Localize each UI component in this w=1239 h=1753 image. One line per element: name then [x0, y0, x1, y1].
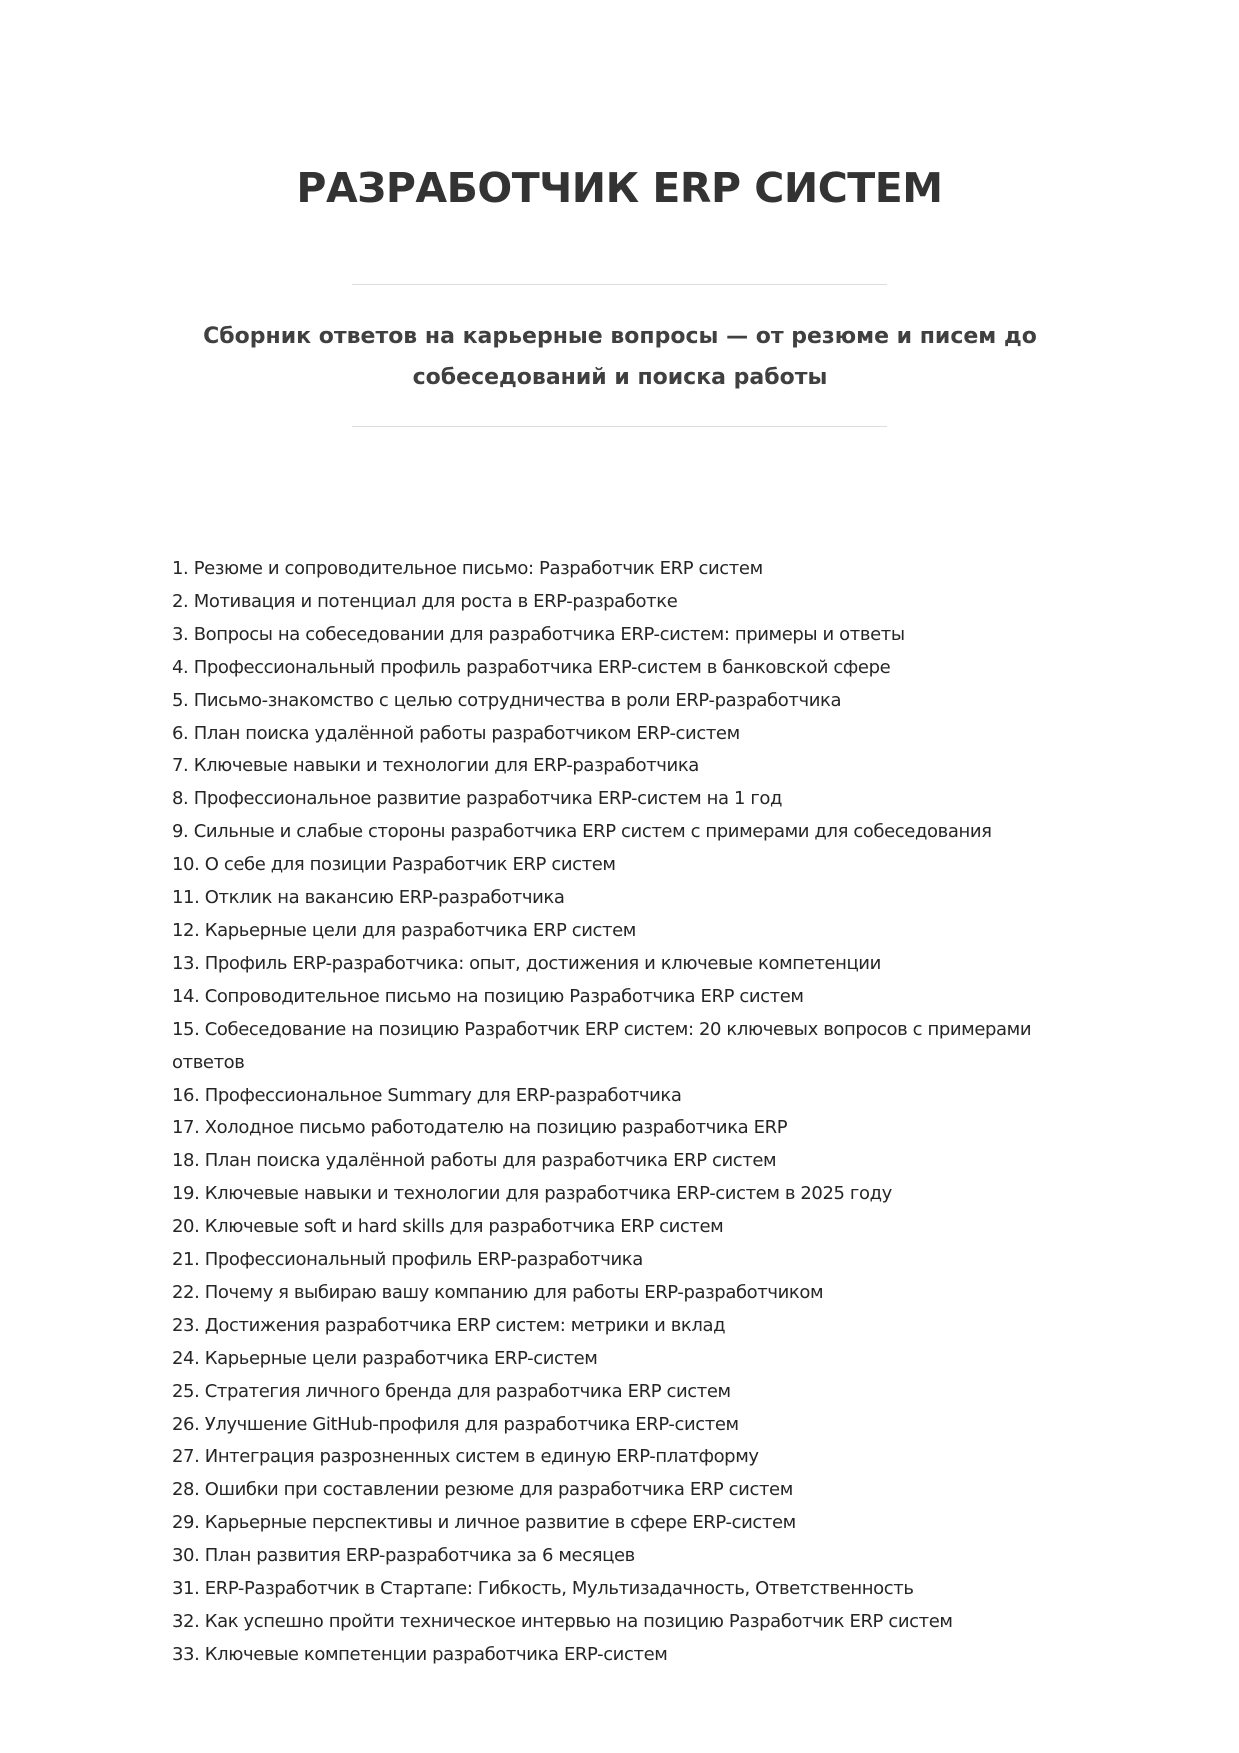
toc-item: 31. ERP-Разработчик в Стартапе: Гибкость, Мультизадачность, Ответственность	[172, 1578, 914, 1600]
toc-item: 2. Мотивация и потенциал для роста в ERP-разработке	[172, 590, 678, 612]
toc-item: 20. Ключевые soft и hard skills для разработчика ERP систем	[172, 1216, 724, 1238]
toc-item: 21. Профессиональный профиль ERP-разработчика	[172, 1249, 643, 1271]
toc-item: 30. План развития ERP-разработчика за 6 месяцев	[172, 1545, 635, 1567]
toc-item: 3. Вопросы на собеседовании для разработчика ERP-систем: примеры и ответы	[172, 623, 905, 645]
toc-item: 1. Резюме и сопроводительное письмо: Разработчик ERP систем	[172, 558, 763, 579]
document-subtitle: Сборник ответов на карьерные вопросы — от резюме и писем до собеседований и поиска работы	[203, 324, 1037, 390]
toc-item: 27. Интеграция разрозненных систем в единую ERP-платформу	[172, 1446, 759, 1468]
toc-item: 24. Карьерные цели разработчика ERP-систем	[172, 1347, 598, 1369]
top-divider	[352, 284, 887, 285]
table-of-contents	[172, 553, 1072, 1672]
document-title: РАЗРАБОТЧИК ERP СИСТЕМ	[296, 164, 943, 212]
toc-item: 17. Холодное письмо работодателю на позицию разработчика ERP	[172, 1117, 788, 1139]
toc-item: 11. Отклик на вакансию ERP-разработчика	[172, 887, 565, 909]
toc-item: 26. Улучшение GitHub-профиля для разработчика ERP-систем	[172, 1413, 739, 1435]
toc-item: 14. Сопроводительное письмо на позицию Разработчика ERP систем	[172, 985, 804, 1007]
toc-item: 28. Ошибки при составлении резюме для разработчика ERP систем	[172, 1479, 793, 1501]
toc-item: 13. Профиль ERP-разработчика: опыт, достижения и ключевые компетенции	[172, 952, 881, 974]
toc-item: 33. Ключевые компетенции разработчика ERP-систем	[172, 1643, 668, 1665]
toc-item: 18. План поиска удалённой работы для разработчика ERP систем	[172, 1150, 777, 1172]
toc-item: 23. Достижения разработчика ERP систем: метрики и вклад	[172, 1314, 726, 1336]
toc-item: 7. Ключевые навыки и технологии для ERP-разработчика	[172, 755, 699, 777]
toc-item: 22. Почему я выбираю вашу компанию для работы ERP-разработчиком	[172, 1281, 824, 1303]
toc-item: 5. Письмо-знакомство с целью сотрудничества в роли ERP-разработчика	[172, 689, 842, 711]
toc-item: 12. Карьерные цели для разработчика ERP систем	[172, 919, 636, 941]
toc-item: 9. Сильные и слабые стороны разработчика ERP систем с примерами для собеседования	[172, 821, 992, 843]
bottom-divider	[352, 426, 887, 427]
toc-item: 16. Профессиональное Summary для ERP-разработчика	[172, 1084, 682, 1106]
toc-item: 6. План поиска удалённой работы разработчиком ERP-систем	[172, 722, 740, 744]
toc-item: 29. Карьерные перспективы и личное развитие в сфере ERP-систем	[172, 1512, 796, 1534]
toc-item: 32. Как успешно пройти техническое интервью на позицию Разработчик ERP систем	[172, 1611, 953, 1632]
toc-item: 19. Ключевые навыки и технологии для разработчика ERP-систем в 2025 году	[172, 1183, 892, 1205]
toc-item: 4. Профессиональный профиль разработчика ERP-систем в банковской сфере	[172, 656, 891, 678]
toc-item: 10. О себе для позиции Разработчик ERP систем	[172, 854, 616, 876]
toc-item: 15. Собеседование на позицию Разработчик ERP систем: 20 ключевых вопросов с примерами ответов	[172, 1018, 1032, 1073]
toc-item: 8. Профессиональное развитие разработчика ERP-систем на 1 год	[172, 788, 783, 810]
toc-item: 25. Стратегия личного бренда для разработчика ERP систем	[172, 1380, 731, 1402]
